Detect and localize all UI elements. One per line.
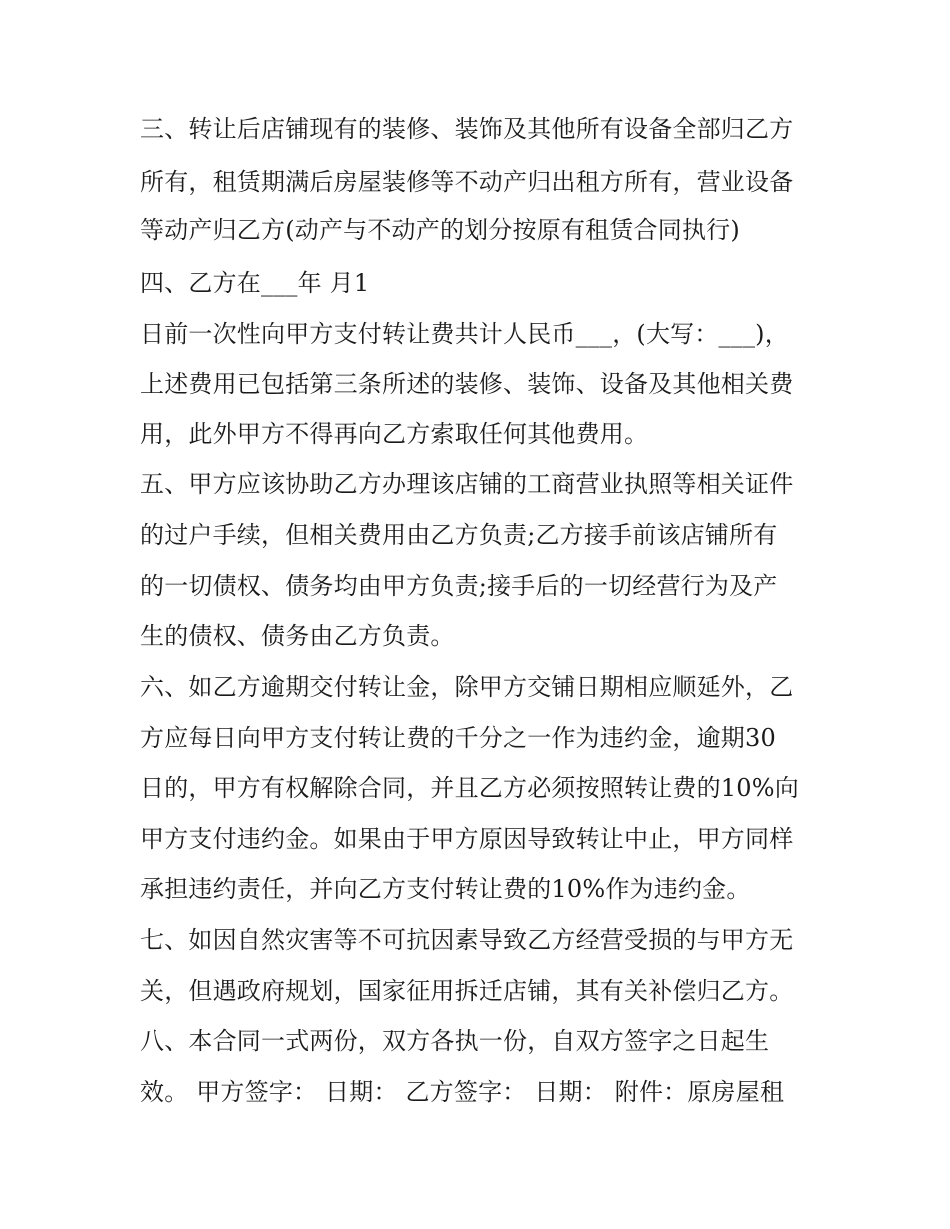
text-line: 所有，租赁期满后房屋装修等不动产归出租方所有，营业设备 [140,168,794,196]
text-line: 上述费用已包括第三条所述的装修、装饰、设备及其他相关费 [140,370,794,398]
text-line: 生的债权、债务由乙方负责。 [140,622,455,650]
text-line: 等动产归乙方(动产与不动产的划分按原有租赁合同执行) [140,216,740,244]
text-line: 日前一次性向甲方支付转让费共计人民币___，(大写：___)， [140,320,789,348]
text-line: 的一切债权、债务均由甲方负责;接手后的一切经营行为及产 [140,572,778,600]
text-line: 四、乙方在___年 月1 [140,269,370,297]
text-line: 承担违约责任，并向乙方支付转让费的10%作为违约金。 [140,875,751,903]
text-line: 三、转让后店铺现有的装修、装饰及其他所有设备全部归乙方 [140,115,794,143]
text-line: 六、如乙方逾期交付转让金，除甲方交铺日期相应顺延外，乙 [140,673,794,701]
text-line: 关，但遇政府规划，国家征用拆迁店铺，其有关补偿归乙方。 [140,977,794,1005]
text-line: 的过户手续，但相关费用由乙方负责;乙方接手前该店铺所有 [140,521,778,549]
text-line: 甲方支付违约金。如果由于甲方原因导致转让中止，甲方同样 [140,825,794,853]
text-line: 日的，甲方有权解除合同，并且乙方必须按照转让费的10%向 [140,774,799,802]
text-line: 效。 甲方签字： 日期： 乙方签字： 日期： 附件：原房屋租 [140,1078,785,1106]
text-line: 七、如因自然灾害等不可抗因素导致乙方经营受损的与甲方无 [140,926,794,954]
text-line: 八、本合同一式两份，双方各执一份，自双方签字之日起生 [140,1027,770,1055]
text-line: 五、甲方应该协助乙方办理该店铺的工商营业执照等相关证件 [140,470,794,498]
text-line: 用，此外甲方不得再向乙方索取任何其他费用。 [140,420,649,448]
text-line: 方应每日向甲方支付转让费的千分之一作为违约金，逾期30 [140,724,776,752]
